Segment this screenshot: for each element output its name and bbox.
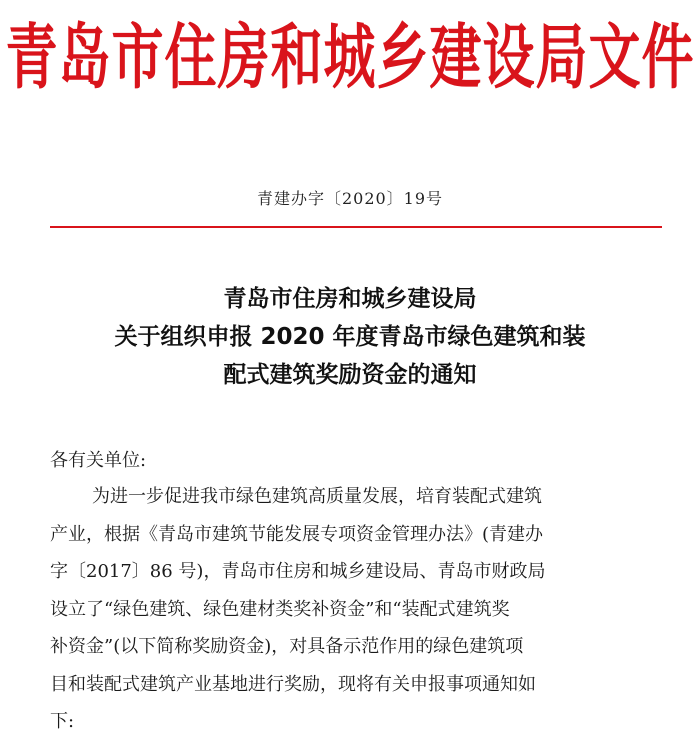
body-line: 目和装配式建筑产业基地进行奖励，现将有关申报事项通知如 — [50, 673, 536, 695]
body-line: 下: — [50, 711, 75, 732]
document-number: 青建办字〔2020〕19号 — [256, 189, 444, 208]
body-line: 字〔2017〕86 号)，青岛市住房和城乡建设局、青岛市财政局 — [50, 561, 546, 582]
body-line: 产业，根据《青岛市建筑节能发展专项资金管理办法》(青建办 — [50, 523, 544, 545]
salutation: 各有关单位: — [50, 450, 147, 471]
body-line: 设立了“绿色建筑、绿色建材类奖补资金”和“装配式建筑奖 — [50, 598, 510, 620]
document-masthead: 青岛市住房和城乡建设局文件 — [5, 18, 695, 99]
red-separator-line — [50, 226, 662, 228]
body-line: 为进一步促进我市绿色建筑高质量发展，培育装配式建筑 — [92, 486, 542, 507]
document-title — [0, 280, 700, 394]
body-paragraph — [50, 478, 662, 741]
title-line: 青岛市住房和城乡建设局 — [223, 286, 477, 312]
title-line: 配式建筑奖励资金的通知 — [223, 362, 477, 388]
title-line: 关于组织申报 2020 年度青岛市绿色建筑和装 — [114, 324, 586, 350]
body-line: 补资金”(以下简称奖励资金)，对具备示范作用的绿色建筑项 — [50, 636, 524, 657]
